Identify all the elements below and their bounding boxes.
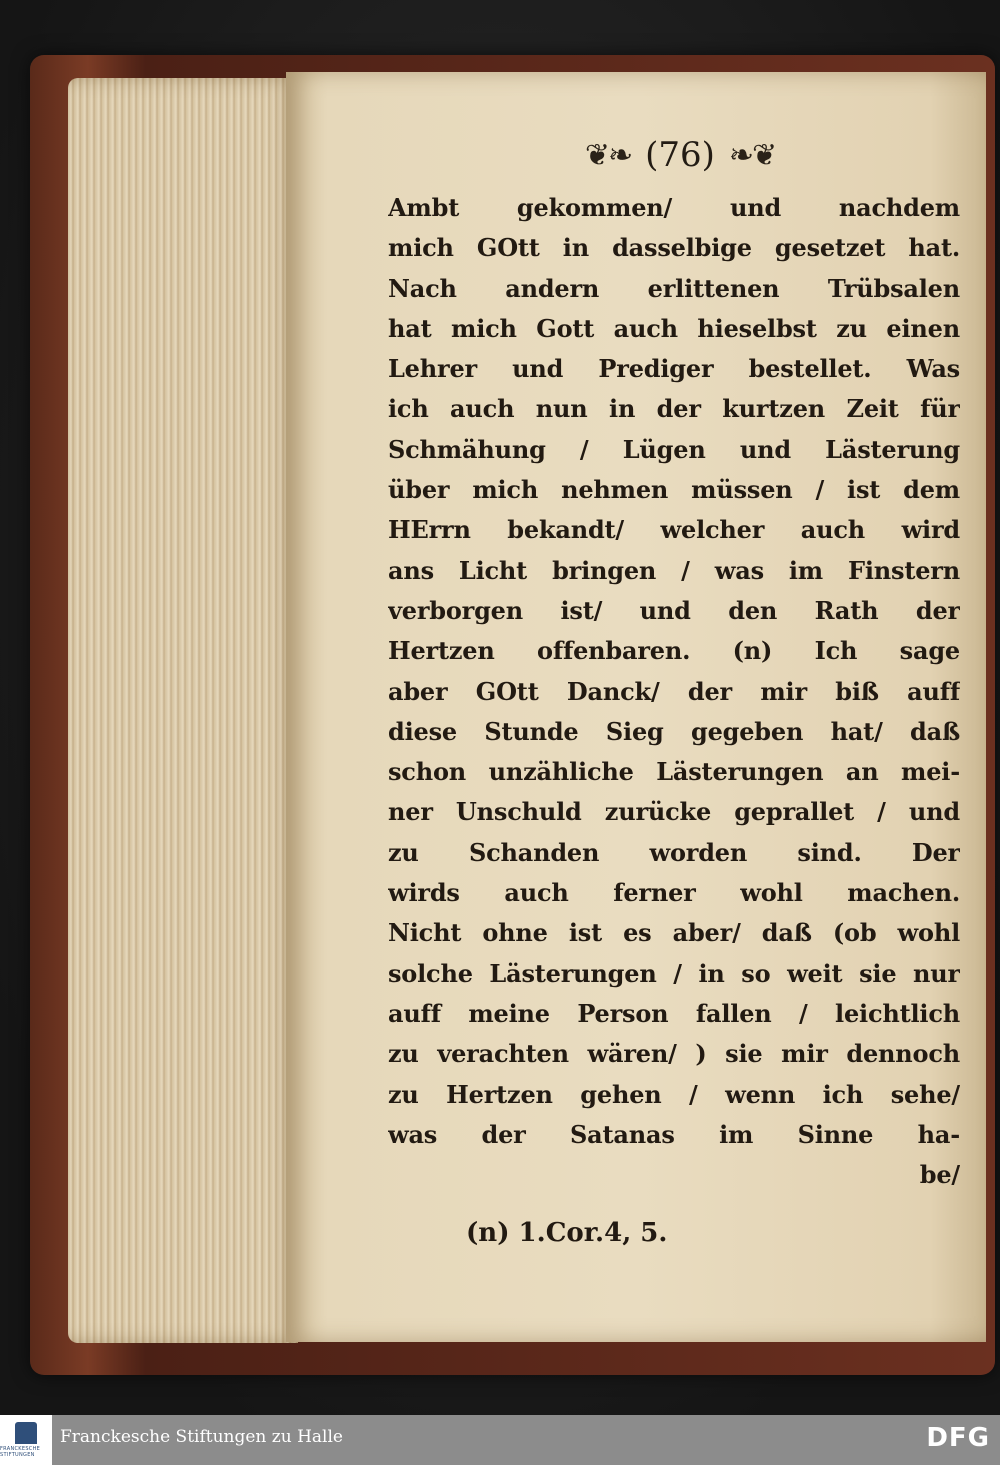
page-number: (76) — [645, 135, 715, 175]
text-line: hat mich Gott auch hieselbst zu einen — [388, 313, 960, 343]
text-line: auff meine Person fallen / leichtlich — [388, 998, 960, 1028]
text-line: solche Lästerungen / in so weit sie nur — [388, 958, 960, 988]
text-line: zu verachten wären/ ) sie mir dennoch — [388, 1039, 960, 1069]
ornament-left-icon: ❦❧ — [584, 137, 632, 173]
text-line: schon unzähliche Lästerungen an mei- — [388, 757, 960, 787]
text-line: ans Licht bringen / was im Finstern — [388, 555, 960, 585]
text-line: HErrn bekandt/ welcher auch wird — [388, 515, 960, 545]
institution-logo[interactable] — [0, 1415, 52, 1465]
text-line: was der Satanas im Sinne ha- — [388, 1119, 960, 1149]
text-line: wirds auch ferner wohl machen. — [388, 878, 960, 908]
text-line: Nach andern erlittenen Trübsalen — [388, 273, 960, 303]
text-line: Ambt gekommen/ und nachdem — [388, 193, 960, 222]
text-line: ner Unschuld zurücke geprallet / und — [388, 797, 960, 827]
text-line: Lehrer und Prediger bestellet. Was — [388, 354, 960, 384]
text-line: be/ — [919, 1160, 960, 1190]
text-line: mich GOtt in dasselbige gesetzet hat. — [388, 233, 960, 263]
text-line: Nicht ohne ist es aber/ daß (ob wohl — [388, 918, 960, 948]
text-line: zu Hertzen gehen / wenn ich sehe/ — [388, 1079, 960, 1109]
building-icon — [15, 1422, 37, 1444]
ornament-right-icon: ❧❦ — [728, 137, 776, 173]
viewer-footer — [0, 1415, 1000, 1465]
text-line: Hertzen offenbaren. (n) Ich sage — [388, 636, 960, 666]
body-text — [388, 188, 960, 1195]
text-line: Schmähung / Lügen und Lästerung — [388, 434, 960, 464]
text-line: diese Stunde Sieg gegeben hat/ daß — [388, 716, 960, 746]
text-line: zu Schanden worden sind. Der — [388, 837, 960, 867]
page-header — [560, 130, 800, 180]
text-line: aber GOtt Danck/ der mir biß auff — [388, 676, 960, 706]
logo-label: FRANCKESCHE STIFTUNGEN — [0, 1446, 41, 1458]
text-line: verborgen ist/ und den Rath der — [388, 595, 960, 625]
dfg-logo[interactable]: DFG — [926, 1423, 990, 1453]
text-line: ich auch nun in der kurtzen Zeit für — [388, 394, 960, 424]
footnote: (n) 1.Cor.4, 5. — [466, 1218, 668, 1248]
text-line: über mich nehmen müssen / ist dem — [388, 475, 960, 505]
page-edges — [68, 78, 298, 1343]
institution-name: Franckesche Stiftungen zu Halle — [60, 1427, 343, 1447]
